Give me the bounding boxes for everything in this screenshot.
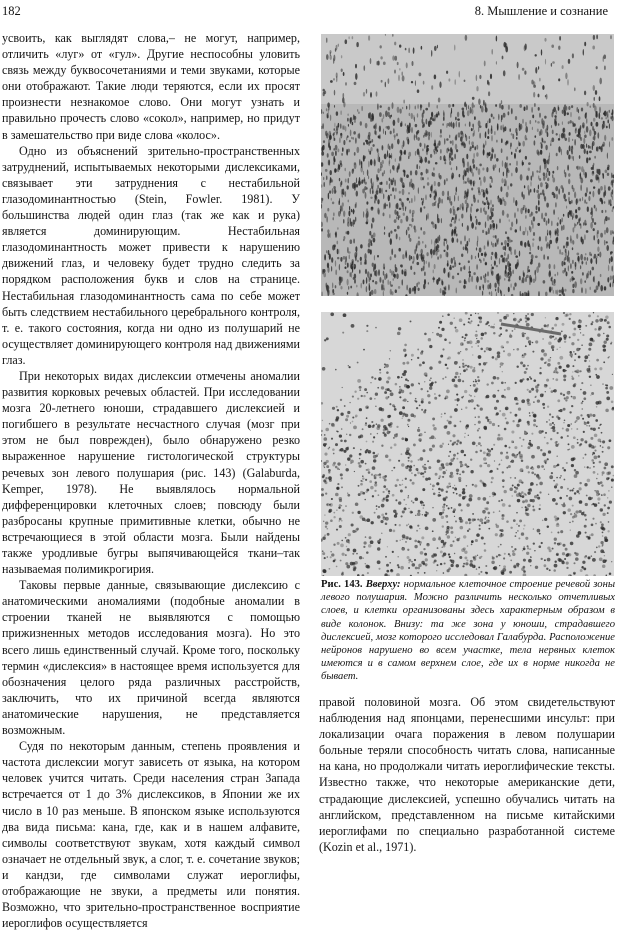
dyslexic-cortex-micrograph — [321, 312, 614, 576]
chapter-title: 8. Мышление и сознание — [474, 4, 608, 18]
normal-cortex-micrograph — [321, 34, 614, 296]
paragraph-5: Судя по некоторым данным, степень проявления и частота дислексии могут зависеть от языка, на котором человек учится читать. Среди населения стран Запада встречается от 1 до 3% дислексиков, в Японии же их число в 10 раз меньше. В японском языке используются два вида письма: кана, где, как и в нашем алфавите, символы соответствуют звукам, хотя каждый символ означает не отдельный звук, а слог, т. е. сочетание звуков; и кандзи, где символами служат иероглифы, отображающие не звуки, а предметы или понятия. Возможно, что зрительно-пространственное восприятие иероглифов осуществляется — [2, 739, 300, 931]
paragraph-4: Таковы первые данные, связывающие дислексию с анатомическими аномалиями (подобные аномалии в строении тканей не выявляются с помощью прижизненных методов исследования мозга). Но это всего лишь единственный случай. Кроме того, поскольку термин «дислексия» в настоящее время используется для обозначения целого ряда различных расстройств, заключить, что их причиной всегда являются анатомические нарушения, не представляется возможным. — [2, 578, 300, 738]
paragraph-2: Одно из объяснений зрительно-пространственных затруднений, испытываемых некоторыми дислексиками, связывает эти затруднения с нестабильной глазодоминантностью (Stein, Fowler. 1981). У большинства людей один глаз (так же как и рука) является доминирующим. Нестабильная глазодоминантность может привести к нарушению движений глаз, и человеку будет трудно следить за порядком расположения букв и слов на странице. Нестабильная глазодоминантность сама по себе может быть следствием нестабильного церебрального контроля, т. е. такого состояния, когда ни одно из полушарий не осуществляет доминирующего контроля над движениями глаз. — [2, 143, 300, 367]
page-number: 182 — [2, 4, 21, 18]
caption-label: Рис. 143. — [321, 579, 363, 590]
right-column — [319, 694, 615, 855]
paragraph-1: усвоить, как выглядят слова,– не могут, например, отличить «луг» от «гул». Другие неспособны уловить связь между буквосочетаниями и теми звуками, которые они отображают. Такие люди теряются, если их просят произнести незнакомое слово. Они могут узнать и правильно прочесть слово «сокол», например, но придут в замешательство при виде слова «колос». — [2, 31, 300, 142]
figure-normal-cortex-image — [321, 34, 614, 296]
paragraph-3: При некоторых видах дислексии отмечены аномалии развития корковых речевых областей. При исследовании мозга 20-летнего юноши, страдавшего дислексией и погибшего в результате несчастного случая (мозг при этом не был поврежден), было обнаружено резко выраженное нарушение гистологической структуры речевых зон левого полушария (рис. 143) (Galaburda, Kemper, 1978). Не выявлялось нормальной дифференцировки клеточных слоев; повсюду были разбросаны крупные примитивные клетки, обычно не встречающиеся в этой области мозга. Были найдены также уродливые бугры выпячивающейся ткани–так называемая полимикрогирия. — [2, 368, 300, 577]
figure-caption — [321, 578, 615, 684]
caption-lead-word: Вверху: — [365, 579, 401, 590]
figure-dyslexic-cortex-image — [321, 312, 614, 576]
paragraph-right-1: правой половиной мозга. Об этом свидетельствуют наблюдения над японцами, перенесшими инсульт: при локализации очага поражения в левом полушарии больные теряли способность читать слова, написанные на кана, но продолжали читать иероглифические тексты. Известно также, что некоторые американские дети, страдающие дислексией, успешно обучались читать на английском, представленном на письме китайскими иероглифами по специально разработанной системе (Kozin et al., 1971). — [319, 695, 615, 854]
caption-text: нормальное клеточное строение речевой зоны левого полушария. Можно различить несколько отчетливых слоев, и клетки организованы здесь характерным образом в виде колонок. Внизу: та же зона у юноши, страдавшего дислексией, мозг которого исследовал Галабурда. Расположение нейронов нарушено во всем участке, тела нервных клеток имеются и в самом верхнем слое, где их в норме никогда не бывает. — [321, 579, 615, 683]
page-header — [0, 2, 620, 20]
left-column — [2, 30, 300, 931]
